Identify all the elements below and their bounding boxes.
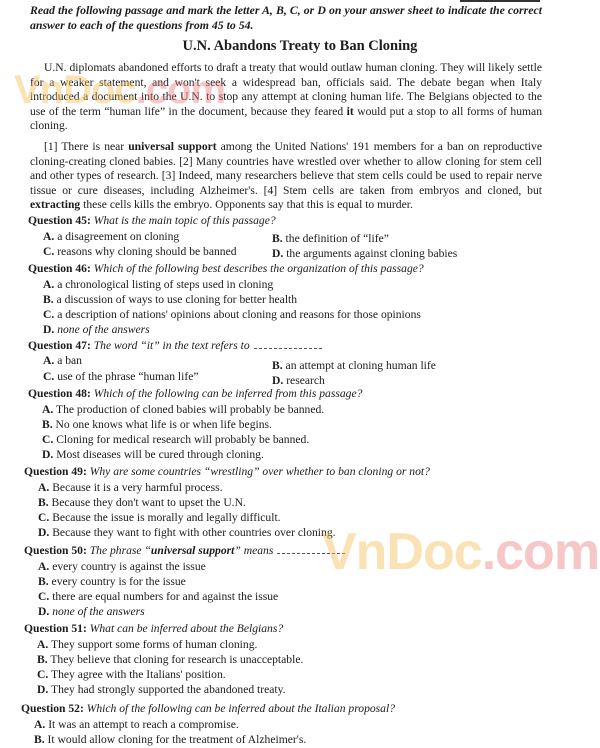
option-a[interactable]: A. It was an attempt to reach a compromise. (34, 718, 239, 731)
option-c[interactable]: C. Cloning for medical research will probably be banned. (42, 433, 310, 446)
option-d[interactable]: D. none of the answers (43, 323, 150, 336)
option-d[interactable]: D. Because they want to fight with other countries over cloning. (38, 526, 336, 539)
option-a[interactable]: A. Because it is a very harmful process. (38, 481, 223, 494)
question-49: Question 49: Why are some countries “wrestling” over whether to ban cloning or not? A. Because it is a very harmful process. B. Because they don't want to upset the U.N. C. Because the issue is morally and legally difficult. D. Because they want to fight with other countries over cloning. (24, 465, 430, 539)
option-a[interactable]: A. every country is against the issue (38, 560, 206, 573)
question-48: Question 48: Which of the following can be inferred from this passage? A. The production of cloned babies will probably be banned. B. No one knows what life is or when life begins. C. Cloning for medical research will probably be banned. D. Most diseases will be cured through cloning. (28, 387, 363, 461)
option-b[interactable]: B. Because they don't want to upset the U.N. (38, 496, 246, 509)
option-b[interactable]: B. an attempt at cloning human life (272, 359, 436, 372)
option-c[interactable]: C. use of the phrase “human life” (43, 370, 199, 383)
answer-blank (277, 553, 345, 554)
option-b[interactable]: B. No one knows what life is or when life begins. (42, 418, 272, 431)
instructions: Read the following passage and mark the letter A, B, C, or D on your answer sheet to indicate the correct answer to each of the questions from 45 to 54. (30, 3, 542, 32)
passage-paragraph-1: U.N. diplomats abandoned efforts to draft a treaty that would outlaw human cloning. They will likely settle for a weaker statement, and won't seek a widespread ban, officials said. The debate began when Italy introduced a document into the U.N. to stop any attempt at cloning human life. The Belgians objected to the use of the term “human life” in the document, because they feared it would put a stop to all forms of human cloning. (30, 61, 542, 133)
vndoc-watermark: VnDoc.com (322, 523, 600, 581)
option-a[interactable]: A. a chronological listing of steps used in cloning (43, 278, 274, 291)
question-50: Question 50: The phrase “universal support” means A. every country is against the issue B. every country is for the issue C. there are equal numbers for and against the issue D. none of the answers (24, 543, 564, 558)
option-b[interactable]: B. the definition of “life” (272, 232, 389, 245)
option-c[interactable]: C. They agree with the Italians' position. (37, 668, 226, 681)
option-b[interactable]: B. a discussion of ways to use cloning for better health (43, 293, 298, 306)
option-b[interactable]: B. It would allow cloning for the treatment of Alzheimer's. (34, 733, 307, 746)
option-d[interactable]: D. the arguments against cloning babies (272, 247, 458, 260)
question-46: Question 46: Which of the following best describes the organization of this passage? A. a chronological listing of steps used in cloning B. a discussion of ways to use cloning for better health C. a description of nations' opinions about cloning and reasons for those opinions D. none of the answers (28, 262, 424, 336)
option-a[interactable]: A. a ban (43, 354, 82, 367)
question-52: Question 52: Which of the following can be inferred about the Italian proposal? A. It was an attempt to reach a compromise. B. It would allow cloning for the treatment of Alzheimer's. (21, 702, 395, 746)
question-47: Question 47: The word “it” in the text refers to A. a ban B. an attempt at cloning human life C. use of the phrase “human life” D. research (28, 339, 436, 387)
question-45: Question 45: What is the main topic of this passage? A. a disagreement on cloning B. the definition of “life” C. reasons why cloning should be banned D. the arguments against cloning babies (28, 214, 458, 260)
option-b[interactable]: B. every country is for the issue (38, 575, 186, 588)
option-d[interactable]: D. research (272, 374, 325, 387)
vndoc-watermark: VnDoc.com (14, 68, 226, 112)
option-d[interactable]: D. none of the answers (38, 605, 145, 618)
option-c[interactable]: C. a description of nations' opinions about cloning and reasons for those opinions (43, 308, 421, 321)
page-edge-line (460, 0, 540, 2)
option-b[interactable]: B. They believe that cloning for research is unacceptable. (37, 653, 304, 666)
option-c[interactable]: C. reasons why cloning should be banned (43, 245, 237, 258)
option-c[interactable]: C. Because the issue is morally and legally difficult. (38, 511, 281, 524)
passage-title: U.N. Abandons Treaty to Ban Cloning (182, 38, 418, 54)
option-a[interactable]: A. a disagreement on cloning (43, 230, 180, 243)
passage-paragraph-2: [1] There is near universal support among the United Nations' 191 members for a ban on reproductive cloning-creating cloned babies. [2] Many countries have wrestled over whether to allow cloning for stem cell and other types of research. [3] Indeed, many researchers believe that stem cells could be used to repair nerve tissue or cure diseases, including Alzheimer's. [4] Stem cells are taken from embryos and cloned, but extracting these cells kills the embryo. Opponents say that this is equal to murder. (30, 140, 542, 212)
option-a[interactable]: A. The production of cloned babies will probably be banned. (42, 403, 325, 416)
option-d[interactable]: D. They had strongly supported the abandoned treaty. (37, 683, 286, 696)
option-a[interactable]: A. They support some forms of human cloning. (37, 638, 258, 651)
option-c[interactable]: C. there are equal numbers for and against the issue (38, 590, 279, 603)
question-51: Question 51: What can be inferred about the Belgians? A. They support some forms of human cloning. B. They believe that cloning for research is unacceptable. C. They agree with the Italians' position. D. They had strongly supported the abandoned treaty. (24, 622, 304, 696)
option-d[interactable]: D. Most diseases will be cured through cloning. (42, 448, 264, 461)
answer-blank (254, 348, 322, 349)
